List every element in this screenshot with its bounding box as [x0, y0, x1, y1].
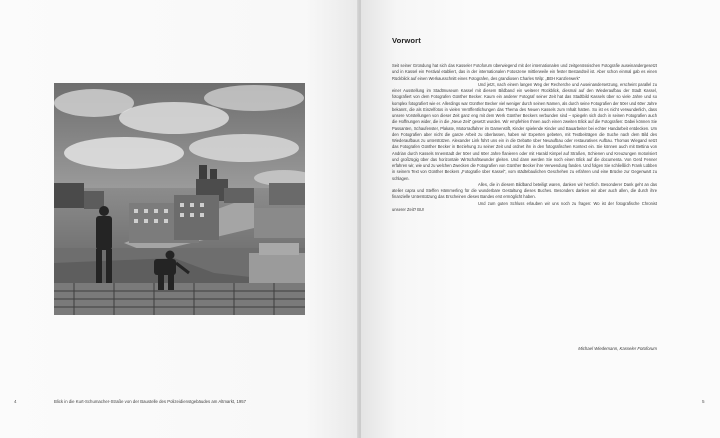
page-number-right: 5	[702, 399, 705, 404]
foreword-signature: Michael Wiedemann, Kasseler Fotoforum	[578, 346, 657, 351]
foreword-body	[392, 63, 657, 213]
foreword-paragraph-2: Und jetzt, nach einem langen Weg der Recherche und Auseinandersetzung, erscheint parallel zu einer Ausstellung im Stadtmuseum Kassel mit diesem Bildband ein weiterer Rückblick, diesmal auf den Wiederaufbau der Stadt Kassel, fotografiert von dem Fotografen Günther Becker. Kaum ein anderer Fotograf seiner Zeit hat das Stadtbild Kassels über so viele Jahre und so komplex fotografiert wie er. Allerdings war Günther Becker viel weniger durch seinen Namen, als durch seine Fotografien der 50er und 60er Jahre bekannt, die als Einzelfotos in vielen Veröffentlichungen das Thema des Neuen Kassels zum Inhalt hatten. So ist es nicht verwunderlich, dass unsere Vorstellungen von dieser Zeit ganz eng mit dem Werk Günther Beckers verbunden sind – spiegeln sich doch in seinen Fotografien auch die Hoffnungen wider, die in die „Neue Zeit“ gesetzt wurden. Wir empfehlen Ihnen auch einen zweiten Blick auf die Fotografien: Dabei können Sie Passanten, Schaufenster, Plakate, Motorradfahrer im Damenstift, Kinder spielende Kinder und Bauarbeiter bei echter Handarbeit entdecken. Um den Fotografien aber nicht die ganze Arbeit zu überlassen, haben wir Experten gebeten, mit Textbeiträgen die Suche nach dem Bild des Wiederaufbaus zu unterstützen. Alexander Link führt uns ein in die Debatte über Neuaufbau oder restauratives Aufbau. Thomas Wiegand setzt das Fotografen Günther Becker in Beziehung zu seiner Zeit und ordnet ihn in den fotografischen Kontext ein. Sie können auch mit Bettina von Andrian durch Kassels Innenstadt der 50er und 60er Jahre flanieren oder mit Harald Kimpel auf Straßen, Schienen und Kreuzungen motorisiert und großzügig über das horizontale Wirtschaftswunder gleiten. Und dann werden Sie noch einen Blick auf die documenta. Von Gerd Fenner erfahren wir, wie und zu welchen Zwecken die Fotografien von Günther Becker ihre Verwendung fanden. Und folgen Sie schließlich Frank Lübben in seinem Text von Günther Beckers „Fotografie über Kassel“, vom städtebaulichen Geschehen zu erfahren und eine Brücke zur Gegenwart zu schlagen.	[392, 81, 657, 181]
foreword-paragraph-3: Alles, die in diesem Bildband beteiligt waren, danken wir herzlich. Besonderer Dank geht an das atelier capra und Steffen Hämmerling für die wunderbare Gestaltung dieses Buches. Besonders danken wir aber auch allen, die durch ihre finanzielle Unterstützung das Erscheinen dieses Bandes erst ermöglicht haben.	[392, 181, 657, 200]
page-number-left: 4	[14, 399, 17, 404]
foreword-heading: Vorwort	[392, 36, 421, 45]
foreword-paragraph-1: Seit seiner Gründung hat sich das Kasseler Fotoforum überwiegend mit der internationalen und zeitgenössischen Fotografie auseinandergesetzt und in Kassel ein Festival etabliert, das in der internationalen Fotoszene mittlerweile ein fester Bestandteil ist. Aber schon einmal gab es einen Rückblick auf einen Werkausschnitt eines Fotografen, des grandiosen Charles Wilp: „BEH Kanzlerwerk“	[392, 63, 657, 81]
construction-site-photo-icon	[54, 83, 305, 315]
foreword-paragraph-4: Und zum guten Schluss erlauben wir uns noch zu fragen: Wo ist der fotografische Chronist unserer Zeit? BU!	[392, 200, 657, 212]
photo-caption: Blick in die Kurt-Schumacher-Straße von der Baustelle des Polizeidienstgebäudes am Altmarkt, 1957	[54, 399, 247, 404]
black-and-white-photo	[54, 83, 305, 315]
left-page	[0, 0, 359, 438]
